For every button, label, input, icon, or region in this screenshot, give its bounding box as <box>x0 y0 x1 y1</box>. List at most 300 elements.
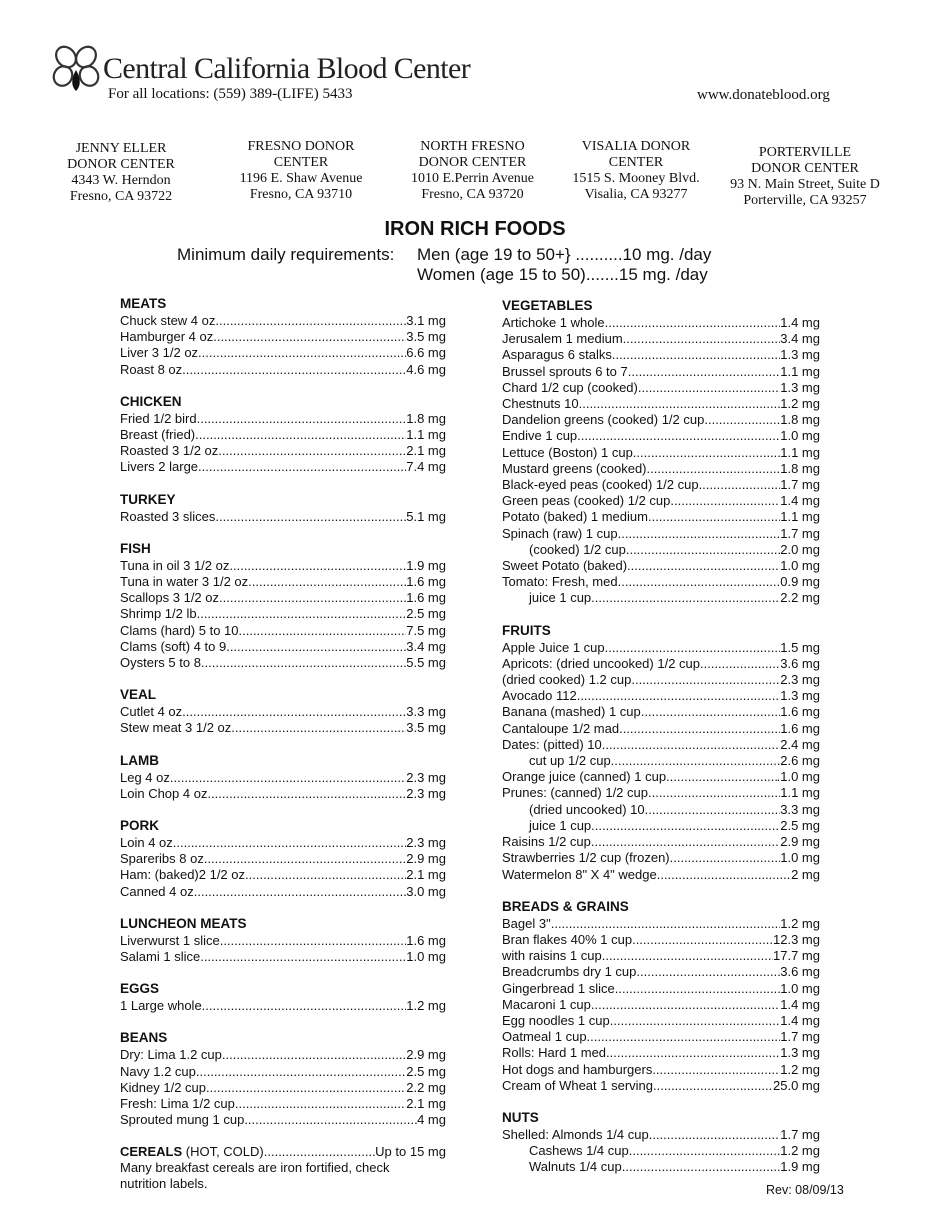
dot-leader <box>612 347 780 363</box>
food-item <box>120 720 446 736</box>
dot-leader <box>657 867 791 883</box>
food-section <box>120 915 446 965</box>
iron-value: 1.2 mg <box>780 396 820 412</box>
food-label: Loin 4 oz <box>120 835 173 851</box>
food-item <box>502 558 820 574</box>
dot-leader <box>231 720 406 736</box>
dot-leader <box>182 362 406 378</box>
food-label: (dried cooked) 1.2 cup <box>502 672 632 688</box>
section-title: LUNCHEON MEATS <box>120 915 247 931</box>
cereals-note: Many breakfast cereals are iron fortified, check <box>120 1159 390 1175</box>
dot-leader <box>579 396 781 412</box>
iron-value: 1.7 mg <box>780 477 820 493</box>
dot-leader <box>638 380 780 396</box>
food-section <box>502 297 820 607</box>
iron-value: 2.2 mg <box>780 590 820 606</box>
center-line: Porterville, CA 93257 <box>743 193 867 208</box>
dot-leader <box>196 1064 406 1080</box>
iron-value: 12.3 mg <box>773 931 820 947</box>
food-item <box>502 916 820 932</box>
food-item <box>502 509 820 525</box>
food-item <box>502 590 820 606</box>
center-line: 93 N. Main Street, Suite D <box>730 177 880 192</box>
iron-value: 1.3 mg <box>780 347 820 363</box>
dot-leader <box>194 884 407 900</box>
food-item <box>502 1013 820 1029</box>
dot-leader <box>623 331 781 347</box>
food-item <box>502 1143 820 1159</box>
food-label: Liverwurst 1 slice <box>120 932 220 948</box>
food-item <box>502 493 820 509</box>
food-label: Avocado 112 <box>502 688 577 704</box>
dot-leader <box>653 1078 773 1094</box>
food-item <box>502 721 820 737</box>
food-label: Oysters 5 to 8 <box>120 655 201 671</box>
iron-value: 1.2 mg <box>780 1143 820 1159</box>
food-item <box>120 704 446 720</box>
food-item <box>502 932 820 948</box>
iron-value: 1.1 mg <box>780 785 820 801</box>
iron-value: 1.8 mg <box>780 412 820 428</box>
food-item <box>502 461 820 477</box>
dot-leader <box>631 672 780 688</box>
food-section <box>502 622 820 883</box>
iron-value: 3.6 mg <box>780 655 820 671</box>
food-label: Roasted 3 slices <box>120 508 216 524</box>
food-item <box>120 606 446 622</box>
food-item <box>120 590 446 606</box>
donor-center-north-fresno <box>400 139 545 203</box>
iron-value: 6.6 mg <box>406 345 446 361</box>
food-item <box>120 427 446 443</box>
food-label: Jerusalem 1 medium <box>502 331 623 347</box>
food-item <box>120 558 446 574</box>
food-item <box>502 428 820 444</box>
center-line: Fresno, CA 93722 <box>69 189 173 204</box>
food-label: Spareribs 8 oz <box>120 851 204 867</box>
iron-value: 1.6 mg <box>406 574 446 590</box>
food-label: Tomato: Fresh, med <box>502 574 618 590</box>
dot-leader <box>587 1029 781 1045</box>
food-item <box>502 785 820 801</box>
food-label: Apple Juice 1 cup <box>502 639 605 655</box>
food-item <box>120 1064 446 1080</box>
food-label: Fried 1/2 bird <box>120 410 197 426</box>
food-item <box>120 459 446 475</box>
dot-leader <box>577 688 781 704</box>
food-label: Scallops 3 1/2 oz <box>120 590 220 606</box>
iron-value: 25.0 mg <box>773 1077 820 1093</box>
food-label: Apricots: (dried uncooked) 1/2 cup <box>502 655 700 671</box>
iron-value: 4.6 mg <box>406 361 446 377</box>
right-food-column <box>502 297 820 1191</box>
food-section <box>120 295 446 378</box>
iron-value: 5.5 mg <box>406 655 446 671</box>
food-label: Black-eyed peas (cooked) 1/2 cup <box>502 477 699 493</box>
iron-value: 1.2 mg <box>780 915 820 931</box>
food-label: Hot dogs and hamburgers <box>502 1061 653 1077</box>
food-item <box>502 850 820 866</box>
iron-value: 2.2 mg <box>406 1079 446 1095</box>
food-label: Canned 4 oz <box>120 883 194 899</box>
cereals-item <box>120 1144 446 1160</box>
section-title: MEATS <box>120 296 167 311</box>
iron-value: 3.6 mg <box>780 964 820 980</box>
food-item <box>120 1080 446 1096</box>
food-item <box>502 997 820 1013</box>
page-title: IRON RICH FOODS <box>384 218 566 240</box>
dot-leader <box>591 834 780 850</box>
food-label: Roast 8 oz <box>120 361 183 377</box>
food-section <box>120 817 446 900</box>
food-label: Shelled: Almonds 1/4 cup <box>502 1126 649 1142</box>
food-label: Walnuts 1/4 cup <box>529 1159 622 1175</box>
food-item <box>120 443 446 459</box>
dot-leader <box>629 1143 781 1159</box>
dot-leader <box>197 606 407 622</box>
center-line: JENNY ELLER <box>75 141 167 156</box>
food-label: Asparagus 6 stalks <box>502 347 612 363</box>
dot-leader <box>200 949 406 965</box>
center-line: Fresno, CA 93710 <box>249 187 353 202</box>
section-title: LAMB <box>120 752 159 768</box>
iron-value: 1.3 mg <box>780 379 820 395</box>
center-line: Fresno, CA 93720 <box>421 187 524 202</box>
food-label: Loin Chop 4 oz <box>120 785 208 801</box>
food-item <box>120 884 446 900</box>
iron-value: 1.8 mg <box>780 460 820 476</box>
dot-leader <box>201 655 406 671</box>
food-label: Cantaloupe 1/2 mad <box>502 720 620 736</box>
iron-value: 1.6 mg <box>406 590 446 606</box>
requirements-label: Minimum daily requirements: <box>177 245 395 264</box>
requirement-women: Women (age 15 to 50).......15 mg. /day <box>417 265 708 284</box>
food-section <box>120 980 446 1014</box>
dot-leader <box>218 443 406 459</box>
iron-value: 1.3 mg <box>780 1045 820 1061</box>
iron-value: 3.5 mg <box>406 329 446 345</box>
dot-leader <box>248 574 406 590</box>
iron-value: 1.4 mg <box>780 996 820 1012</box>
food-label: Oatmeal 1 cup <box>502 1029 587 1045</box>
dot-leader <box>670 850 781 866</box>
food-item <box>502 672 820 688</box>
iron-value: 4 mg <box>417 1112 446 1128</box>
iron-value: 2.3 mg <box>406 769 446 785</box>
food-label: Dry: Lima 1.2 cup <box>120 1047 222 1063</box>
food-label: Kidney 1/2 cup <box>120 1079 207 1095</box>
dot-leader <box>239 623 407 639</box>
food-item <box>502 867 820 883</box>
section-title: BREADS & GRAINS <box>502 898 629 914</box>
iron-value: 1.1 mg <box>406 427 446 443</box>
food-item <box>502 834 820 850</box>
food-item <box>120 786 446 802</box>
dot-leader <box>591 818 780 834</box>
food-item <box>120 329 446 345</box>
dot-leader <box>704 412 780 428</box>
food-item <box>502 1159 820 1175</box>
dot-leader <box>264 1144 375 1160</box>
section-title: VEGETABLES <box>502 298 593 313</box>
dot-leader <box>610 1013 781 1029</box>
food-label: Cashews 1/4 cup <box>529 1143 629 1159</box>
food-item <box>502 445 820 461</box>
food-section <box>120 1029 446 1128</box>
food-item <box>502 818 820 834</box>
iron-value: .1.7 mg <box>776 525 820 541</box>
dot-leader <box>182 704 406 720</box>
food-item <box>120 1096 446 1112</box>
food-item <box>502 412 820 428</box>
center-line: DONOR CENTER <box>67 157 175 172</box>
iron-value: 2.1 mg <box>406 443 446 459</box>
food-label: Breast (fried). <box>120 427 199 443</box>
food-item <box>502 347 820 363</box>
food-label: with raisins 1 cup <box>502 948 602 964</box>
iron-value: 1.0 mg <box>406 949 446 965</box>
dot-leader <box>229 558 406 574</box>
food-item <box>120 998 446 1014</box>
dot-leader <box>197 411 407 427</box>
dot-leader <box>591 590 780 606</box>
food-label: Egg noodles 1 cup <box>502 1012 610 1028</box>
section-title: CHICKEN <box>120 393 182 409</box>
food-item <box>120 639 446 655</box>
iron-value: 3.3 mg <box>780 801 820 817</box>
food-label: Liver 3 1/2 oz <box>120 345 199 361</box>
food-label: Lettuce (Boston) 1 cup. <box>502 444 637 460</box>
iron-value: 3.5 mg <box>406 720 446 736</box>
dot-leader <box>245 867 406 883</box>
center-line: CENTER <box>273 155 329 170</box>
food-item <box>502 688 820 704</box>
cereals-label <box>120 1144 264 1160</box>
food-item <box>502 769 820 785</box>
food-label: Roasted 3 1/2 oz <box>120 443 219 459</box>
dot-leader <box>627 558 780 574</box>
iron-value: 2.9 mg <box>406 851 446 867</box>
dot-leader <box>652 1062 780 1078</box>
dot-leader <box>606 1045 780 1061</box>
section-title: BEANS <box>120 1030 168 1046</box>
food-item <box>120 655 446 671</box>
dot-leader <box>645 802 781 818</box>
dot-leader <box>628 364 781 380</box>
food-item <box>502 948 820 964</box>
dot-leader <box>202 998 407 1014</box>
food-label: Endive 1 cup <box>502 428 578 444</box>
food-label: Stew meat 3 1/2 oz <box>120 720 232 736</box>
dot-leader <box>235 1096 406 1112</box>
iron-value: 1.7 mg <box>780 1126 820 1142</box>
donor-center-visalia <box>566 139 706 203</box>
iron-value: 2 mg <box>791 866 820 882</box>
dot-leader <box>670 493 780 509</box>
dot-leader <box>648 785 780 801</box>
food-item <box>120 574 446 590</box>
food-label: Sweet Potato (baked) <box>502 558 628 574</box>
iron-value: 1.1 mg <box>780 509 820 525</box>
iron-value: 1.0 mg <box>780 980 820 996</box>
food-section <box>120 491 446 525</box>
donor-center-porterville <box>722 145 888 209</box>
food-item <box>120 851 446 867</box>
iron-value: 1.4 mg <box>780 315 820 330</box>
food-item <box>120 345 446 361</box>
dot-leader <box>602 737 781 753</box>
dot-leader <box>605 640 781 656</box>
iron-value: 3.3 mg <box>406 704 446 720</box>
food-item <box>502 1029 820 1045</box>
iron-value: Up to 15 mg <box>375 1143 446 1159</box>
center-line: 1515 S. Mooney Blvd. <box>572 171 700 186</box>
dot-leader <box>700 656 780 672</box>
section-title: NUTS <box>502 1109 539 1125</box>
food-section <box>120 393 446 476</box>
blood-drop-flower-logo-icon <box>52 42 102 96</box>
food-item <box>502 1078 820 1094</box>
iron-value: 3.4 mg <box>406 638 446 654</box>
iron-value: 2.5 mg <box>406 606 446 622</box>
food-section <box>120 686 446 736</box>
iron-value: 2.3 mg <box>406 835 446 851</box>
dot-leader <box>626 542 780 558</box>
food-label: Sprouted mung 1 cup <box>120 1112 245 1128</box>
food-item <box>502 380 820 396</box>
website-link[interactable]: www.donateblood.org <box>697 87 830 103</box>
food-item <box>502 542 820 558</box>
food-item <box>502 1045 820 1061</box>
food-label: Clams (hard) 5 to 10 <box>120 622 239 638</box>
food-item <box>502 315 820 331</box>
dot-leader <box>636 964 780 980</box>
food-item <box>120 509 446 525</box>
food-label: Cutlet 4 oz <box>120 704 183 720</box>
food-label: Navy 1.2 cup <box>120 1063 196 1079</box>
iron-value: 7.4 mg <box>406 459 446 475</box>
iron-value: 1.2 mg <box>406 998 446 1014</box>
iron-value: 2.5 mg <box>780 817 820 833</box>
center-line: DONOR CENTER <box>751 161 859 176</box>
food-item <box>120 867 446 883</box>
center-line: 1010 E.Perrin Avenue <box>411 171 534 186</box>
iron-value: 1.3 mg <box>780 688 820 704</box>
dot-leader <box>618 574 781 590</box>
food-label: 1 Large whole <box>120 998 202 1014</box>
food-section <box>502 898 820 1094</box>
dot-leader <box>220 933 407 949</box>
food-section <box>120 752 446 802</box>
dot-leader <box>622 1159 781 1175</box>
food-item <box>502 526 820 542</box>
food-item <box>502 964 820 980</box>
iron-value: 2.5 mg <box>406 1063 446 1079</box>
section-title: PORK <box>120 818 160 834</box>
food-label: Tuna in water 3 1/2 oz <box>120 574 249 590</box>
food-label: Mustard greens (cooked) <box>502 460 647 476</box>
section-title: TURKEY <box>120 491 176 507</box>
food-label: Orange juice (canned) 1 cup <box>502 769 667 785</box>
food-label: juice 1 cup <box>529 817 592 833</box>
dot-leader <box>615 981 781 997</box>
dot-leader <box>204 851 406 867</box>
dot-leader <box>213 329 406 345</box>
food-label: (dried uncooked) 10 <box>529 801 645 817</box>
iron-value: 1.6 mg <box>780 704 820 720</box>
iron-value: 1.9 mg <box>406 557 446 573</box>
cereals-section <box>120 1144 446 1192</box>
food-item <box>120 623 446 639</box>
food-label: Ham: (baked)2 1/2 oz <box>120 867 246 883</box>
food-section <box>120 540 446 671</box>
dot-leader <box>173 835 406 851</box>
iron-value: 1.4 mg <box>780 1012 820 1028</box>
food-label: Potato (baked) 1 medium <box>502 509 648 525</box>
food-label: cut up 1/2 cup <box>529 753 611 769</box>
food-item <box>502 477 820 493</box>
food-item <box>502 656 820 672</box>
section-title: VEAL <box>120 687 157 703</box>
dot-leader <box>602 948 773 964</box>
dot-leader <box>577 428 780 444</box>
food-label: Strawberries 1/2 cup (frozen) <box>502 850 670 866</box>
food-label: juice 1 cup <box>529 590 592 606</box>
food-item <box>502 640 820 656</box>
food-item <box>502 574 820 590</box>
food-item <box>120 411 446 427</box>
food-label: Watermelon 8" X 4" wedge <box>502 866 657 882</box>
iron-value: 1.0 mg <box>780 850 820 866</box>
center-line: 1196 E. Shaw Avenue <box>239 171 363 186</box>
iron-value: 1.6 mg <box>406 932 446 948</box>
center-line: Visalia, CA 93277 <box>584 187 688 202</box>
iron-value: 2.9 mg <box>780 834 820 850</box>
center-line: FRESNO DONOR <box>247 139 355 154</box>
food-label: Spinach (raw) 1 cup <box>502 525 618 541</box>
dot-leader <box>226 639 406 655</box>
food-item <box>120 1047 446 1063</box>
food-item <box>502 704 820 720</box>
iron-value: 1.5 mg <box>780 639 820 655</box>
food-label: Raisins 1/2 cup <box>502 834 591 850</box>
food-item <box>120 949 446 965</box>
iron-value: 1.2 mg <box>780 1061 820 1077</box>
food-item <box>502 802 820 818</box>
iron-value: 5.1 mg <box>406 508 446 524</box>
dot-leader <box>632 932 773 948</box>
dot-leader <box>611 753 781 769</box>
center-line: PORTERVILLE <box>758 145 852 160</box>
food-item <box>120 362 446 378</box>
food-label: Brussel sprouts 6 to 7 <box>502 363 628 379</box>
food-item <box>120 835 446 851</box>
iron-value: .1.0 mg <box>776 769 820 785</box>
dot-leader <box>619 721 780 737</box>
food-label: Bran flakes 40% 1 cup <box>502 931 633 947</box>
iron-value: 1.0 mg <box>780 428 820 444</box>
iron-value: 2.3 mg <box>780 672 820 688</box>
food-label: Gingerbread 1 slice <box>502 980 615 996</box>
food-label: Green peas (cooked) 1/2 cup <box>502 493 671 509</box>
food-item <box>502 364 820 380</box>
iron-value: 2.0 mg <box>780 541 820 557</box>
dot-leader <box>215 313 406 329</box>
iron-value: 2.1 mg <box>406 867 446 883</box>
food-section <box>502 1109 820 1176</box>
food-item <box>120 770 446 786</box>
dot-leader <box>170 770 406 786</box>
